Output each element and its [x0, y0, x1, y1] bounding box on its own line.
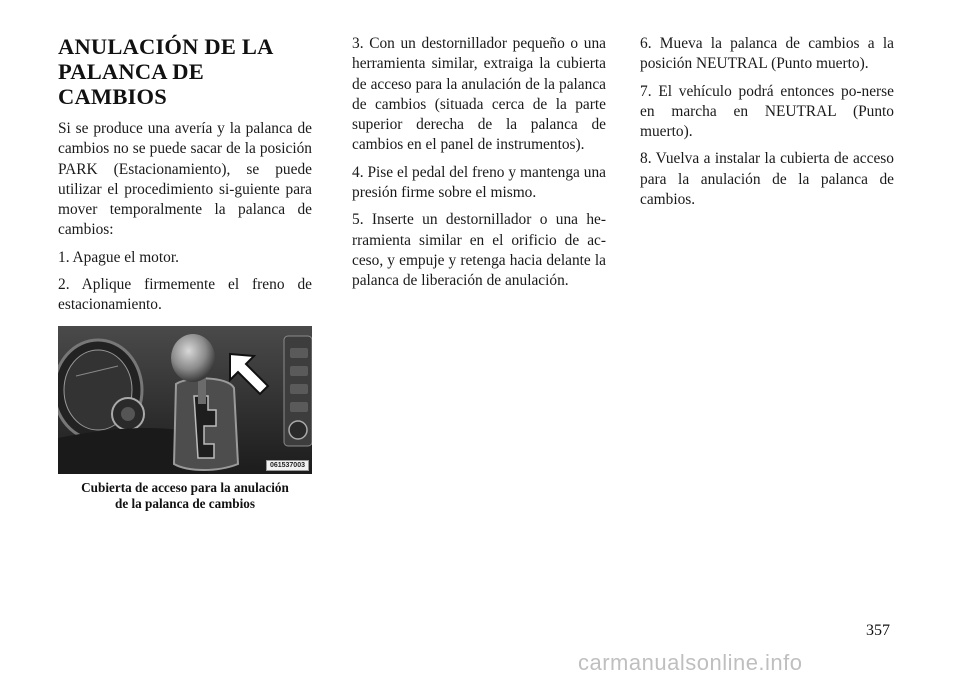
- step-1: 1. Apague el motor.: [58, 248, 179, 266]
- intro-paragraph: Si se produce una avería y la palanca de cambios no se puede sacar de la posición PARK (Estacionamiento), se puede utilizar el procedimiento si-guiente para mover temporalmente la palanca de cambios:: [58, 120, 312, 239]
- step-5: 5. Inserte un destornillador o una he-rramienta similar en el orificio de ac-ceso, y empuje y retenga hacia delante la palanca de liberación de anulación.: [352, 211, 606, 290]
- step-7: 7. El vehículo podrá entonces po-nerse en marcha en NEUTRAL (Punto muerto).: [640, 82, 894, 141]
- step-4: 4. Pise el pedal del freno y mantenga una presión firme sobre el mismo.: [352, 163, 606, 202]
- step-3: 3. Con un destornillador pequeño o una herramienta similar, extraiga la cubierta de acceso para la anulación de la palanca de cambios (situada cerca de la parte superior derecha de la palanca de cambios en el panel de instrumentos).: [352, 35, 606, 154]
- column-2: [352, 34, 606, 299]
- heading-line-2: PALANCA DE CAMBIOS: [58, 59, 204, 109]
- caption-line-2: de la palanca de cambios: [115, 495, 255, 511]
- column-1: [58, 34, 312, 512]
- shifter-photo: [58, 326, 312, 474]
- section-heading: [58, 34, 312, 109]
- step-8: 8. Vuelva a instalar la cubierta de acceso para la anulación de la palanca de cambios.: [640, 150, 894, 209]
- column-3: [640, 34, 894, 217]
- figure-code: 061537003: [266, 460, 309, 471]
- shifter-illustration: [58, 326, 312, 474]
- watermark: carmanualsonline.info: [578, 650, 803, 675]
- step-2: 2. Aplique firmemente el freno de estacionamiento.: [58, 276, 312, 314]
- step-6: 6. Mueva la palanca de cambios a la posición NEUTRAL (Punto muerto).: [640, 35, 894, 73]
- page-number: 357: [866, 622, 890, 639]
- caption-line-1: Cubierta de acceso para la anulación: [81, 479, 289, 495]
- figure-caption: [58, 480, 312, 512]
- heading-line-1: ANULACIÓN DE LA: [58, 34, 274, 59]
